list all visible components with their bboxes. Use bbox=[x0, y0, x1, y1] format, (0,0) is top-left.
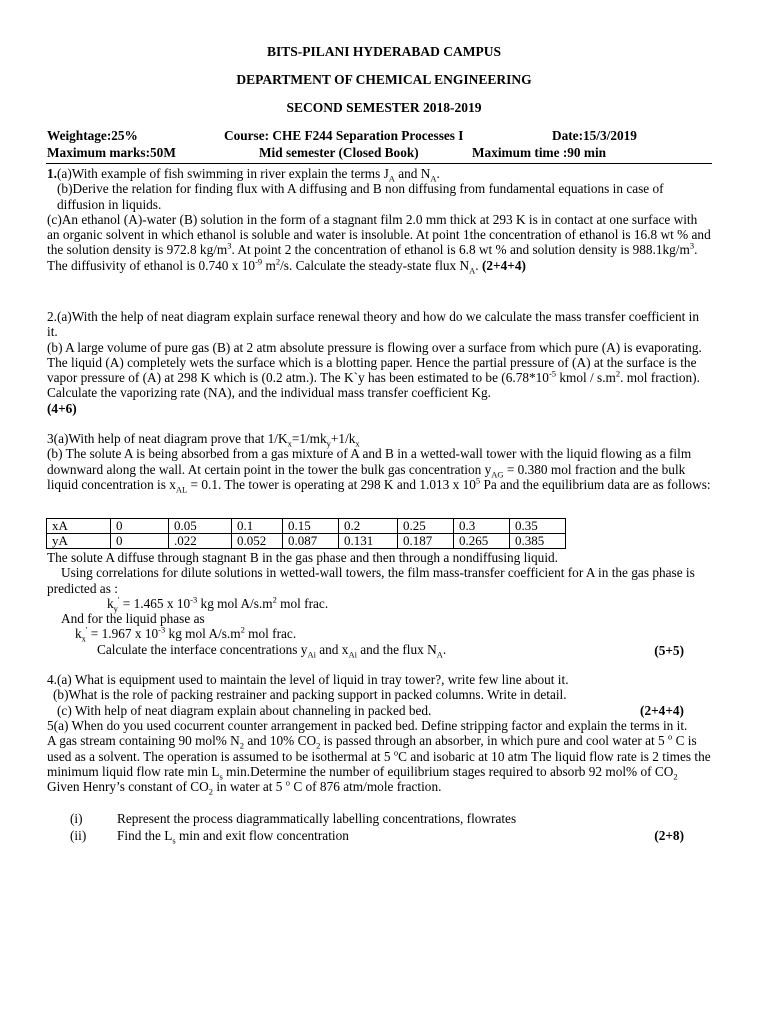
q1-part-a: 1.(a)With example of fish swimming in river explain the terms $J_A$ and $N_A$. bbox=[47, 166, 440, 184]
q4-part-c: (c) With help of neat diagram explain about channeling in packed bed. bbox=[57, 702, 432, 718]
question-2 bbox=[47, 309, 712, 416]
q4-part-b: (b)What is the role of packing restrainer and packing support in packed columns. Write in detail. bbox=[53, 687, 567, 703]
q5-part-b: A gas stream containing 90 mol% $N_2$ and 10% $CO_2$ is passed through an absorber, in which pure and cool water at 5 $^o$ C is used as a solvent. The operation is assumed to be isothermal at 5 $^o$C and isobaric at 10 atm The liquid flow rate is 2 times the minimum liquid flow rate $\min L_s$ min.Determine the number of equilibrium stages required to absorb 92 mol% of $CO_2$ Given Henry’s constant of $CO_2$ in water at 5 $^o$ C of 876 atm/mole fraction. bbox=[47, 731, 711, 797]
q5-item-ii-text: Find the $L_s$ min and exit flow concentration bbox=[117, 828, 349, 846]
header-divider bbox=[46, 163, 712, 164]
table-cell: xA bbox=[47, 519, 111, 534]
table-cell: 0.187 bbox=[398, 534, 454, 549]
table-cell: 0.131 bbox=[339, 534, 398, 549]
table-cell: 0.3 bbox=[454, 519, 510, 534]
table-cell: 0.25 bbox=[398, 519, 454, 534]
q3-text: And for the liquid phase as bbox=[61, 611, 205, 627]
q2-part-a: 2.(a)With the help of neat diagram explain surface renewal theory and how do we calculate the mass transfer coefficient in it. bbox=[47, 309, 699, 340]
semester-title: SECOND SEMESTER 2018-2019 bbox=[286, 100, 482, 115]
q5-part-a: 5(a) When do you used cocurrent counter arrangement in packed bed. Define stripping factor and explain the terms in it. bbox=[47, 718, 688, 733]
q5-item-ii-number: (ii) bbox=[70, 828, 87, 843]
q3-marks: (5+5) bbox=[654, 643, 684, 658]
q3-kx-equation: $k_x' = 1.967$ x $10^{-3}$ kg mol $A/s.m^2$ mol frac. bbox=[75, 625, 297, 645]
max-time: Maximum time :90 min bbox=[472, 145, 607, 160]
q3-ky-equation: $k_y' = 1.465$ x $10^{-3}$ kg mol $A/s.m^2$ mol frac. bbox=[107, 594, 329, 614]
table-cell: 0.1 bbox=[232, 519, 283, 534]
weightage: Weightage:25% bbox=[47, 128, 138, 143]
question-3 bbox=[47, 431, 712, 495]
q3-calculate: Calculate the interface concentrations $y_{Ai}$ and $x_{Ai}$ and the flux $N_A$. bbox=[97, 641, 447, 660]
q3-part-b: (b) The solute A is being absorbed from a gas mixture of A and B in a wetted-wall tower with the liquid flowing as a film downward along the wall. At certain point in the tower the bulk gas concentration $y_{AG} = 0.380$ mol fraction and the bulk liquid concentration is $x_{AL} = 0.1$. The tower is operating at 298 K and 1.013 x $10^5$ Pa and the equilibrium data are as follows: bbox=[47, 446, 711, 495]
table-cell: 0.05 bbox=[169, 519, 232, 534]
table-row bbox=[47, 519, 566, 534]
question-1 bbox=[47, 166, 712, 276]
table-cell: 0.35 bbox=[510, 519, 566, 534]
table-cell: 0.052 bbox=[232, 534, 283, 549]
question-5 bbox=[47, 718, 712, 797]
q5-item-i-text: Represent the process diagrammatically labelling concentrations, flowrates bbox=[117, 811, 517, 826]
table-cell: 0 bbox=[111, 519, 169, 534]
q4-marks: (2+4+4) bbox=[640, 703, 684, 718]
max-marks: Maximum marks:50M bbox=[47, 145, 176, 160]
q4-part-a: 4.(a) What is equipment used to maintain the level of liquid in tray tower?, write few line about it. bbox=[47, 672, 569, 687]
campus-title: BITS-PILANI HYDERABAD CAMPUS bbox=[266, 44, 502, 59]
q5-item-i-number: (i) bbox=[70, 811, 83, 826]
table-cell: 0.385 bbox=[510, 534, 566, 549]
q3-part-a: 3(a)With help of neat diagram prove that $1/K_x=1/mk_y+1/k_x$ bbox=[47, 431, 360, 449]
table-cell: 0.265 bbox=[454, 534, 510, 549]
table-row bbox=[47, 534, 566, 549]
table-cell: 0.15 bbox=[283, 519, 339, 534]
q3-text: The solute A diffuse through stagnant B in the gas phase and then through a nondiffusing liquid. bbox=[47, 550, 559, 565]
q3-text: Using correlations for dilute solutions in wetted-wall towers, the film mass-transfer coefficient for A in the gas phase is predicted as : bbox=[47, 565, 695, 596]
department-title: DEPARTMENT OF CHEMICAL ENGINEERING bbox=[236, 72, 532, 87]
equilibrium-table bbox=[46, 518, 566, 549]
table-cell: 0.2 bbox=[339, 519, 398, 534]
question-3-continued bbox=[47, 550, 712, 660]
q2-part-b: (b) A large volume of pure gas (B) at 2 atm absolute pressure is flowing over a surface from which pure (A) is evaporating. The liquid (A) completely wets the surface which is a blotting paper. Hence the partial pressure of (A) at the surface is the vapor pressure of (A) at 298 K which is (0.2 atm.). The K`y has been estimated to be ($6.78*10^{-5}$ kmol / $s.m^2$. mol fraction). Calculate the vaporizing rate (NA), and the individual mass transfer coefficient Kg. bbox=[47, 339, 702, 401]
q1-part-c: (c)An ethanol (A)-water (B) solution in the form of a stagnant film 2.0 mm thick at 293 K is in contact at one surface with an organic solvent in which ethanol is soluble and water is insoluble. At point 1the concentration of ethanol is 16.8 wt % and the solution density is 972.8 $kg/m^3$. At point 2 the concentration of ethanol is 6.8 wt % and solution density is $988.1kg/m^3$. The diffusivity of ethanol is 0.740 x $10^{-9}$ $m^2/s$. Calculate the steady-state flux $N_A$. (2+4+4) bbox=[47, 211, 711, 276]
exam-date: Date:15/3/2019 bbox=[552, 128, 637, 143]
q1-part-b: (b)Derive the relation for finding flux with A diffusing and B non diffusing from fundamental equations in case of diffusion in liquids. bbox=[57, 181, 664, 212]
table-cell: yA bbox=[47, 534, 111, 549]
table-cell: .022 bbox=[169, 534, 232, 549]
table-cell: 0 bbox=[111, 534, 169, 549]
course: Course: CHE F244 Separation Processes I bbox=[224, 128, 464, 143]
exam-type: Mid semester (Closed Book) bbox=[259, 145, 419, 160]
q2-marks: (4+6) bbox=[47, 400, 77, 416]
question-4 bbox=[47, 672, 712, 718]
q1-marks: (2+4+4) bbox=[481, 257, 526, 273]
table-cell: 0.087 bbox=[283, 534, 339, 549]
q5-marks: (2+8) bbox=[654, 828, 684, 843]
